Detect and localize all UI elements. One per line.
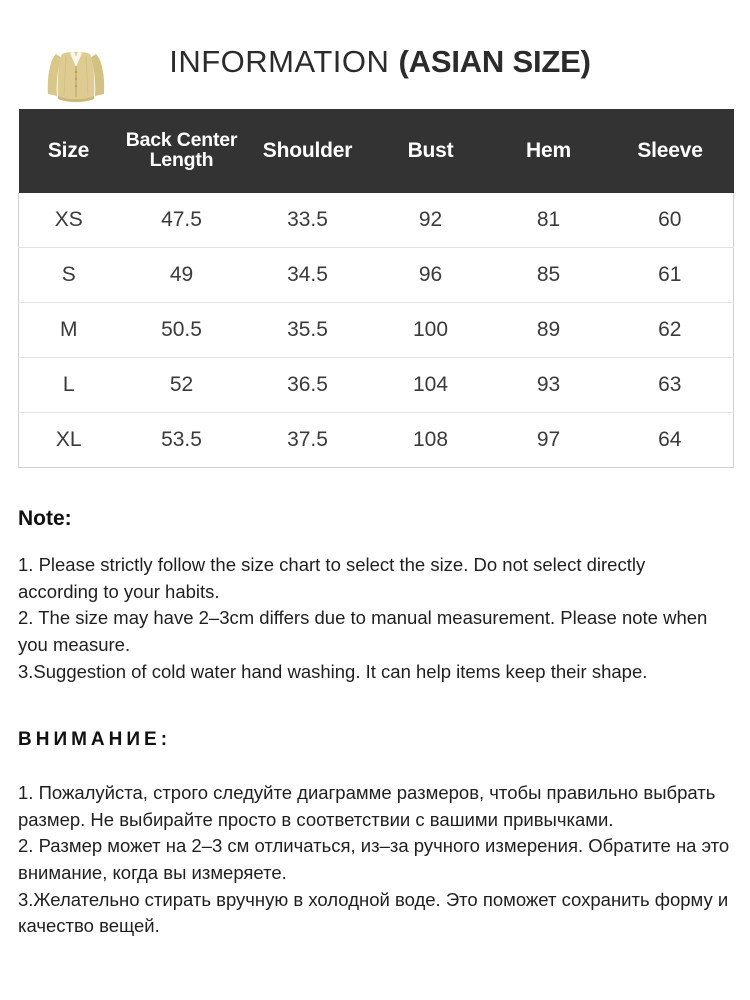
notes-section-russian xyxy=(18,780,733,940)
cell-sleeve: 60 xyxy=(607,193,734,248)
cell-hem: 97 xyxy=(491,413,607,468)
column-header-size-label: Size xyxy=(47,139,90,162)
notes-section-english xyxy=(18,507,730,685)
column-header-bust xyxy=(371,109,491,193)
cell-hem: 93 xyxy=(491,358,607,413)
note-item: 1. Пожалуйста, строго следуйте диаграмме размеров, чтобы правильно выбрать размер. Не выбирайте просто в соответствии с вашими привычками. xyxy=(18,782,716,830)
cell-size: XL xyxy=(19,413,119,468)
column-header-back-center-length-line1: Back Center xyxy=(125,129,238,152)
cell-size: S xyxy=(19,248,119,303)
cell-back-center-length: 52 xyxy=(119,358,245,413)
column-header-sleeve-label: Sleeve xyxy=(637,139,703,162)
table-row xyxy=(19,303,734,358)
cell-back-center-length: 53.5 xyxy=(119,413,245,468)
page-title-bold: (ASIAN SIZE) xyxy=(398,44,591,79)
page-title-light: INFORMATION xyxy=(169,44,399,79)
cell-shoulder: 36.5 xyxy=(245,358,371,413)
note-item: 2. Размер может на 2–3 см отличаться, из–за ручного измерения. Обратите на это внимание, когда вы измеряете. xyxy=(18,835,730,883)
notes-heading-russian: ВНИМАНИЕ: xyxy=(18,729,172,750)
column-header-bust-label: Bust xyxy=(407,139,454,162)
column-header-sleeve xyxy=(607,109,734,193)
table-row xyxy=(19,193,734,248)
note-item: 3.Желательно стирать вручную в холодной воде. Это поможет сохранить форму и качество вещей. xyxy=(18,888,729,937)
table-row xyxy=(19,248,734,303)
cell-size: XS xyxy=(19,193,119,248)
column-header-hem xyxy=(491,109,607,193)
cell-shoulder: 35.5 xyxy=(245,303,371,358)
cell-bust: 108 xyxy=(371,413,491,468)
cardigan-garment-photo xyxy=(42,34,110,109)
cell-shoulder: 34.5 xyxy=(245,248,371,303)
column-header-back-center-length-line2: Length xyxy=(149,149,214,171)
cell-shoulder: 37.5 xyxy=(245,413,371,468)
cell-size: M xyxy=(19,303,119,358)
cell-back-center-length: 49 xyxy=(119,248,245,303)
cell-back-center-length: 50.5 xyxy=(119,303,245,358)
cell-sleeve: 62 xyxy=(607,303,734,358)
cell-hem: 89 xyxy=(491,303,607,358)
cell-hem: 81 xyxy=(491,193,607,248)
table-row xyxy=(19,358,734,413)
cell-sleeve: 64 xyxy=(607,413,734,468)
note-item: 1. Please strictly follow the size chart to select the size. Do not select directly according to your habits. xyxy=(18,554,646,602)
cell-bust: 100 xyxy=(371,303,491,358)
table-row xyxy=(19,413,734,468)
cell-bust: 96 xyxy=(371,248,491,303)
column-header-shoulder-label: Shoulder xyxy=(262,139,353,162)
notes-list-russian xyxy=(18,780,733,940)
note-item: 2. The size may have 2–3cm differs due to manual measurement. Please note when you measure. xyxy=(18,607,708,655)
cell-size: L xyxy=(19,358,119,413)
column-header-back-center-length xyxy=(119,109,245,193)
table-header-row xyxy=(19,109,734,193)
cell-bust: 92 xyxy=(371,193,491,248)
cell-sleeve: 63 xyxy=(607,358,734,413)
column-header-shoulder xyxy=(245,109,371,193)
note-item: 3.Suggestion of cold water hand washing. It can help items keep their shape. xyxy=(18,660,648,682)
cell-sleeve: 61 xyxy=(607,248,734,303)
page-title xyxy=(120,34,640,90)
notes-heading-english: Note: xyxy=(18,507,72,530)
cell-back-center-length: 47.5 xyxy=(119,193,245,248)
size-chart-table xyxy=(18,109,734,468)
notes-list-english xyxy=(18,552,730,685)
cell-bust: 104 xyxy=(371,358,491,413)
cell-hem: 85 xyxy=(491,248,607,303)
cell-shoulder: 33.5 xyxy=(245,193,371,248)
page-header xyxy=(0,0,750,109)
column-header-size xyxy=(19,109,119,193)
column-header-hem-label: Hem xyxy=(526,139,571,162)
